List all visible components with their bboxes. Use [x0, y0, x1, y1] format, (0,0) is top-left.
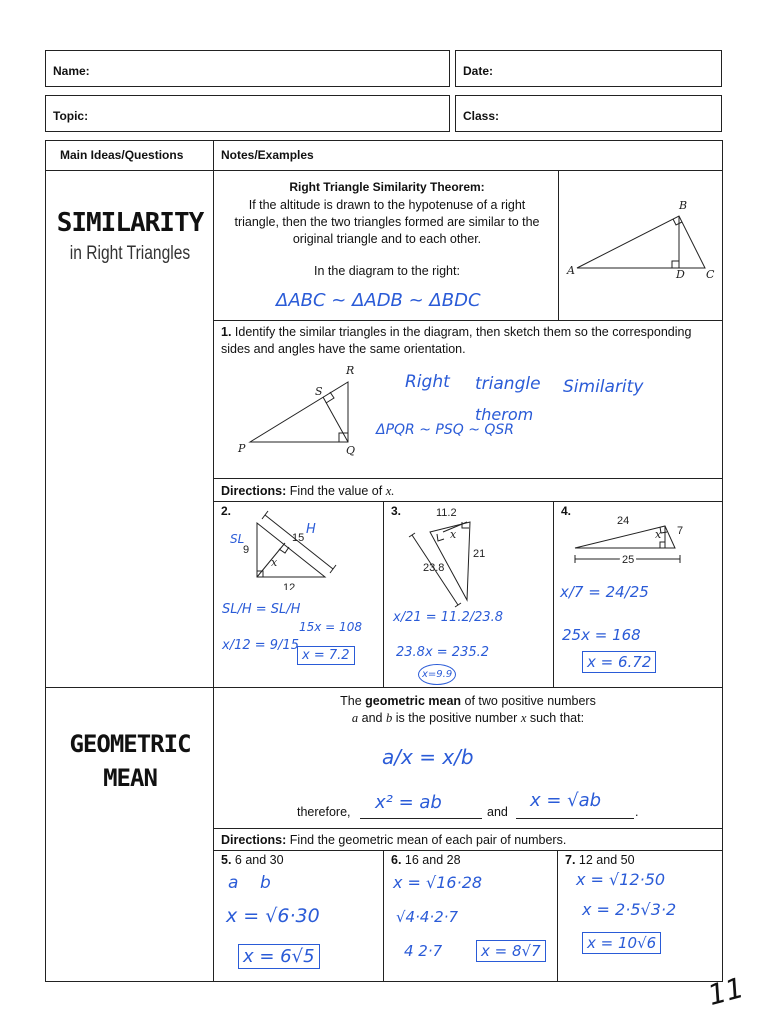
- geo-hw-eq1: x² = ab: [375, 792, 442, 813]
- theorem-bottom: [213, 320, 723, 321]
- geo-def-prefix: The: [340, 694, 362, 708]
- q7-hw-step: x = 2·5√3·2: [582, 900, 677, 919]
- geo-def-and: and: [361, 711, 383, 725]
- directions1-text: Find the value of: [289, 484, 383, 498]
- similarity-subtitle: in Right Triangles: [69, 243, 191, 264]
- q4-number: 4.: [561, 504, 572, 518]
- theorem-divider: [558, 170, 559, 320]
- q6-prompt: [391, 853, 461, 867]
- geo-period: .: [635, 805, 639, 819]
- q4-hw-result: x = 6.72: [582, 651, 656, 673]
- label-s: S: [315, 385, 323, 398]
- q6-hw-result: x = 8√7: [476, 940, 546, 962]
- q2-hw-eq: x/12 = 9/15: [222, 638, 299, 653]
- q7-hw-result: x = 10√6: [582, 932, 661, 954]
- directions2-top: [213, 828, 723, 829]
- name-label: Name:: [53, 64, 90, 78]
- directions2-bottom: [213, 850, 723, 851]
- q2-hw-step: 15x = 108: [299, 620, 362, 634]
- q3-side-21: 21: [473, 548, 486, 560]
- q3-diagram: [400, 505, 520, 610]
- q2-side-15: 15: [292, 532, 305, 544]
- q5-hw-eq: x = √6·30: [226, 905, 320, 927]
- col1-header: Main Ideas/Questions: [60, 148, 184, 162]
- q4-var-x: x: [655, 528, 662, 541]
- topic-field[interactable]: [45, 95, 450, 132]
- q6-text: 16 and 28: [404, 853, 461, 867]
- label-q: Q: [346, 444, 356, 457]
- q3-q4-divider: [553, 501, 554, 687]
- geo-var-a: a: [351, 711, 359, 725]
- q3-number: 3.: [391, 504, 402, 518]
- label-a: A: [567, 264, 575, 277]
- q6-hw-step: √4·4·2·7: [396, 908, 459, 926]
- q3-hw-step: 23.8x = 235.2: [396, 645, 490, 660]
- geo-blank1: [360, 818, 482, 819]
- q6-number: 6.: [391, 853, 402, 867]
- q3-side-238: 23.8: [423, 562, 445, 574]
- q2-var-x: x: [271, 556, 278, 569]
- theorem-diagram: [560, 190, 720, 290]
- geo-therefore: therefore,: [297, 805, 351, 819]
- q2-hw-h: H: [306, 522, 316, 537]
- q7-text: 12 and 50: [578, 853, 635, 867]
- date-field[interactable]: [455, 50, 722, 87]
- q3-hw-result: x=9.9: [418, 664, 456, 685]
- directions2: [221, 833, 566, 847]
- header-row-divider: [45, 170, 723, 171]
- label-c: C: [706, 268, 715, 281]
- date-label: Date:: [463, 64, 494, 78]
- q4-hw-step: 25x = 168: [562, 626, 641, 644]
- geo-def-line1: [213, 694, 723, 708]
- q2-hw-result: x = 7.2: [297, 646, 355, 665]
- directions2-text: Find the geometric mean of each pair of numbers.: [289, 833, 567, 847]
- label-p: P: [238, 442, 246, 455]
- q7-hw-eq: x = √12·50: [576, 870, 666, 889]
- geometric-mean-title-line1: GEOMETRIC: [69, 730, 191, 758]
- q2-q3-divider: [383, 501, 384, 687]
- geo-hw-frac: a/x = x/b: [382, 745, 474, 769]
- q1-diagram: [230, 360, 370, 460]
- q1-prompt: [221, 324, 711, 358]
- label-d: D: [676, 268, 685, 281]
- geo-def-bold: geometric mean: [365, 694, 462, 708]
- class-label: Class:: [463, 109, 500, 123]
- diagram-note: In the diagram to the right:: [314, 264, 460, 278]
- q4-side-7: 7: [677, 525, 684, 537]
- q3-side-112: 11.2: [436, 507, 457, 519]
- q2-hw-ratio: SL/H = SL/H: [222, 602, 301, 617]
- section-divider: [45, 687, 723, 688]
- q1-text: Identify the similar triangles in the diagram, then sketch them so the corresponding sides and angles have the same orientation.: [221, 325, 692, 356]
- geo-and: and: [487, 805, 508, 819]
- similarity-title: SIMILARITY: [56, 208, 204, 238]
- column-divider: [213, 140, 214, 982]
- topic-label: Topic:: [53, 109, 89, 123]
- q1-note-right: Right: [405, 372, 450, 392]
- label-r: R: [346, 364, 355, 377]
- geo-def-end: such that:: [529, 711, 585, 725]
- geo-def-line2: [213, 711, 723, 726]
- q2-side-9: 9: [243, 544, 250, 556]
- directions1-label: Directions:: [221, 484, 287, 498]
- q6-q7-divider: [557, 850, 558, 982]
- q4-hw-eq: x/7 = 24/25: [560, 583, 649, 601]
- directions1: [221, 484, 394, 499]
- q5-q6-divider: [383, 850, 384, 982]
- geometric-mean-title-line2: MEAN: [103, 764, 157, 792]
- q1-note-triangle: triangle: [475, 374, 541, 394]
- q4-side-24: 24: [617, 515, 630, 527]
- directions1-bottom: [213, 501, 723, 502]
- geo-def-rest: is the positive number: [395, 711, 518, 725]
- geo-hw-eq2: x = √ab: [530, 790, 602, 811]
- page-mark: 11: [704, 970, 748, 1013]
- geo-def-suffix: of two positive numbers: [464, 694, 596, 708]
- q5-text: 6 and 30: [234, 853, 284, 867]
- name-field[interactable]: [45, 50, 450, 87]
- q2-number: 2.: [221, 504, 232, 518]
- q3-var-x: x: [450, 528, 457, 541]
- q1-note-similarity: Similarity: [563, 377, 644, 397]
- q5-hw-ab: a b: [228, 873, 271, 893]
- q6-hw-eq: x = √16·28: [393, 873, 483, 892]
- q1-answer: ΔPQR ~ PSQ ~ QSR: [376, 422, 515, 438]
- q7-number: 7.: [565, 853, 576, 867]
- class-field[interactable]: [455, 95, 722, 132]
- q1-bottom: [213, 478, 723, 479]
- q2-diagram: [235, 505, 350, 590]
- q1-note-therom: therom: [475, 405, 534, 424]
- geo-blank2: [516, 818, 634, 819]
- q3-hw-eq: x/21 = 11.2/23.8: [393, 610, 504, 625]
- q5-hw-result: x = 6√5: [238, 944, 320, 969]
- directions1-var: x.: [385, 484, 395, 498]
- directions2-label: Directions:: [221, 833, 287, 847]
- q1-number: 1.: [221, 325, 232, 339]
- q7-prompt: [565, 853, 635, 867]
- q2-hw-sl: SL: [230, 532, 245, 546]
- q5-prompt: [221, 853, 284, 867]
- theorem-text: If the altitude is drawn to the hypotenuse of a right triangle, then the two triangles formed are similar to the original triangle and to each other.: [234, 198, 540, 246]
- label-b: B: [679, 199, 688, 212]
- q6-hw-step2: 4 2·7: [404, 942, 443, 960]
- geo-var-x: x: [520, 711, 527, 725]
- theorem-title: Right Triangle Similarity Theorem:: [289, 180, 485, 194]
- q2-side-12: 12: [283, 582, 296, 590]
- similarity-answer: ΔABC ~ ΔADB ~ ΔBDC: [276, 290, 481, 311]
- q5-number: 5.: [221, 853, 232, 867]
- q4-diagram: [565, 510, 715, 570]
- col2-header: Notes/Examples: [221, 148, 314, 162]
- geo-var-b: b: [386, 711, 393, 725]
- q4-side-25: 25: [622, 554, 635, 566]
